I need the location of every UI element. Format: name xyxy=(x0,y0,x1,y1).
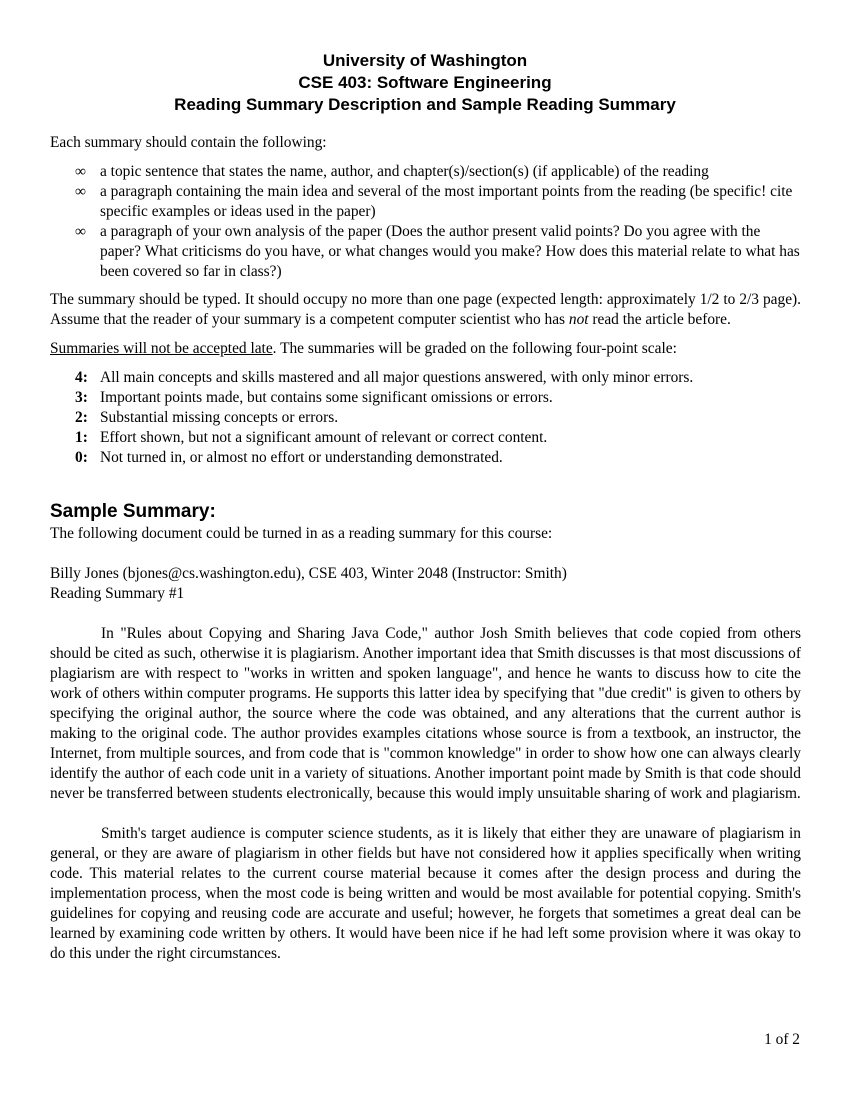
title-description: Reading Summary Description and Sample Reading Summary xyxy=(174,95,676,114)
document-title xyxy=(0,50,850,116)
score-text: Not turned in, or almost no effort or understanding demonstrated. xyxy=(100,449,503,466)
grading-scale xyxy=(50,368,801,468)
list-item xyxy=(75,162,801,182)
summary-paragraph: Smith's target audience is computer science students, as it is likely that either they are unaware of plagiarism in general, or they are aware of plagiarism in other fields but have not considered how it applies specifically when writing code. This material relates to the current course material because it comes after the design process and during the implementation process, when the most code is being written and would be most available for potential copying. Smith's guidelines for copying and reusing code are accurate and useful; however, he forgets that sometimes a great deal can be learned by examining code written by others. It would have been nice if he had left some provision where it was okay to do this under the right circumstances. xyxy=(50,825,801,962)
bullet-text: a paragraph containing the main idea and several of the most important points from the reading (be specific! cite specific examples or ideas used in the paper) xyxy=(100,183,793,220)
text: The summary should be typed. It should occupy no more than one page (expected length: approximately 1/2 to 2/3 page). Assume that the reader of your summary is a competent computer scientist who has xyxy=(50,291,801,328)
bullet-icon: ∞ xyxy=(75,223,86,240)
scale-item xyxy=(75,388,801,408)
text: read the article before. xyxy=(588,311,731,328)
score: 0: xyxy=(75,449,88,466)
score-text: Effort shown, but not a significant amount of relevant or correct content. xyxy=(100,429,548,446)
score: 2: xyxy=(75,409,88,426)
intro-text: Each summary should contain the following: xyxy=(50,134,327,151)
summary-paragraph: In "Rules about Copying and Sharing Java Code," author Josh Smith believes that code copied from others should be cited as such, otherwise it is plagiarism. Another important idea that Smith discusses is that most discussions of plagiarism are with respect to "works in written and spoken language", and hence he wants to discuss how to cite the work of others within computer programs. He supports this latter idea by specifying that "due credit" is given to others by specifying the original author, the source where the code was obtained, and any alterations that the current author is making to the original code. The author provides examples citations whose source is from a textbook, an instructor, the Internet, from multiple sources, and from code that is "common knowledge" in order to show how one can always clearly identify the author of each code unit in a variety of situations. Another important point made by Smith is that code should never be transferred between students electronically, because this would imply unsuitable sharing of work and plagiarism. xyxy=(50,625,801,802)
scale-item xyxy=(75,448,801,468)
scale-item xyxy=(75,428,801,448)
list-item xyxy=(75,182,801,222)
page-number: 1 of 2 xyxy=(764,1031,800,1048)
scale-item xyxy=(75,408,801,428)
score: 3: xyxy=(75,389,88,406)
score-text: Substantial missing concepts or errors. xyxy=(100,409,339,426)
text: . The summaries will be graded on the following four-point scale: xyxy=(272,340,677,357)
score-text: All main concepts and skills mastered and all major questions answered, with only minor errors. xyxy=(100,369,694,386)
requirements-list xyxy=(50,162,801,282)
summary-number: Reading Summary #1 xyxy=(50,585,185,602)
sample-intro: The following document could be turned in as a reading summary for this course: xyxy=(50,525,553,542)
score: 1: xyxy=(75,429,88,446)
bullet-icon: ∞ xyxy=(75,163,86,180)
typed-paragraph xyxy=(50,290,801,330)
title-course: CSE 403: Software Engineering xyxy=(298,73,552,92)
score: 4: xyxy=(75,369,88,386)
bullet-icon: ∞ xyxy=(75,183,86,200)
document-body xyxy=(50,133,801,964)
late-paragraph xyxy=(50,339,801,359)
bullet-text: a topic sentence that states the name, author, and chapter(s)/section(s) (if applicable) of the reading xyxy=(100,163,709,180)
underlined-text: Summaries will not be accepted late xyxy=(50,340,273,357)
author-line: Billy Jones (bjones@cs.washington.edu), CSE 403, Winter 2048 (Instructor: Smith) xyxy=(50,565,567,582)
title-university: University of Washington xyxy=(322,51,528,70)
list-item xyxy=(75,222,801,282)
emphasis-text: not xyxy=(568,311,589,328)
scale-item xyxy=(75,368,801,388)
sample-heading: Sample Summary: xyxy=(50,501,216,522)
score-text: Important points made, but contains some significant omissions or errors. xyxy=(100,389,553,406)
bullet-text: a paragraph of your own analysis of the paper (Does the author present valid points? Do you agree with the paper? What criticisms do you have, or what changes would you make? How does this material relate to what has been covered so far in class?) xyxy=(100,223,800,280)
